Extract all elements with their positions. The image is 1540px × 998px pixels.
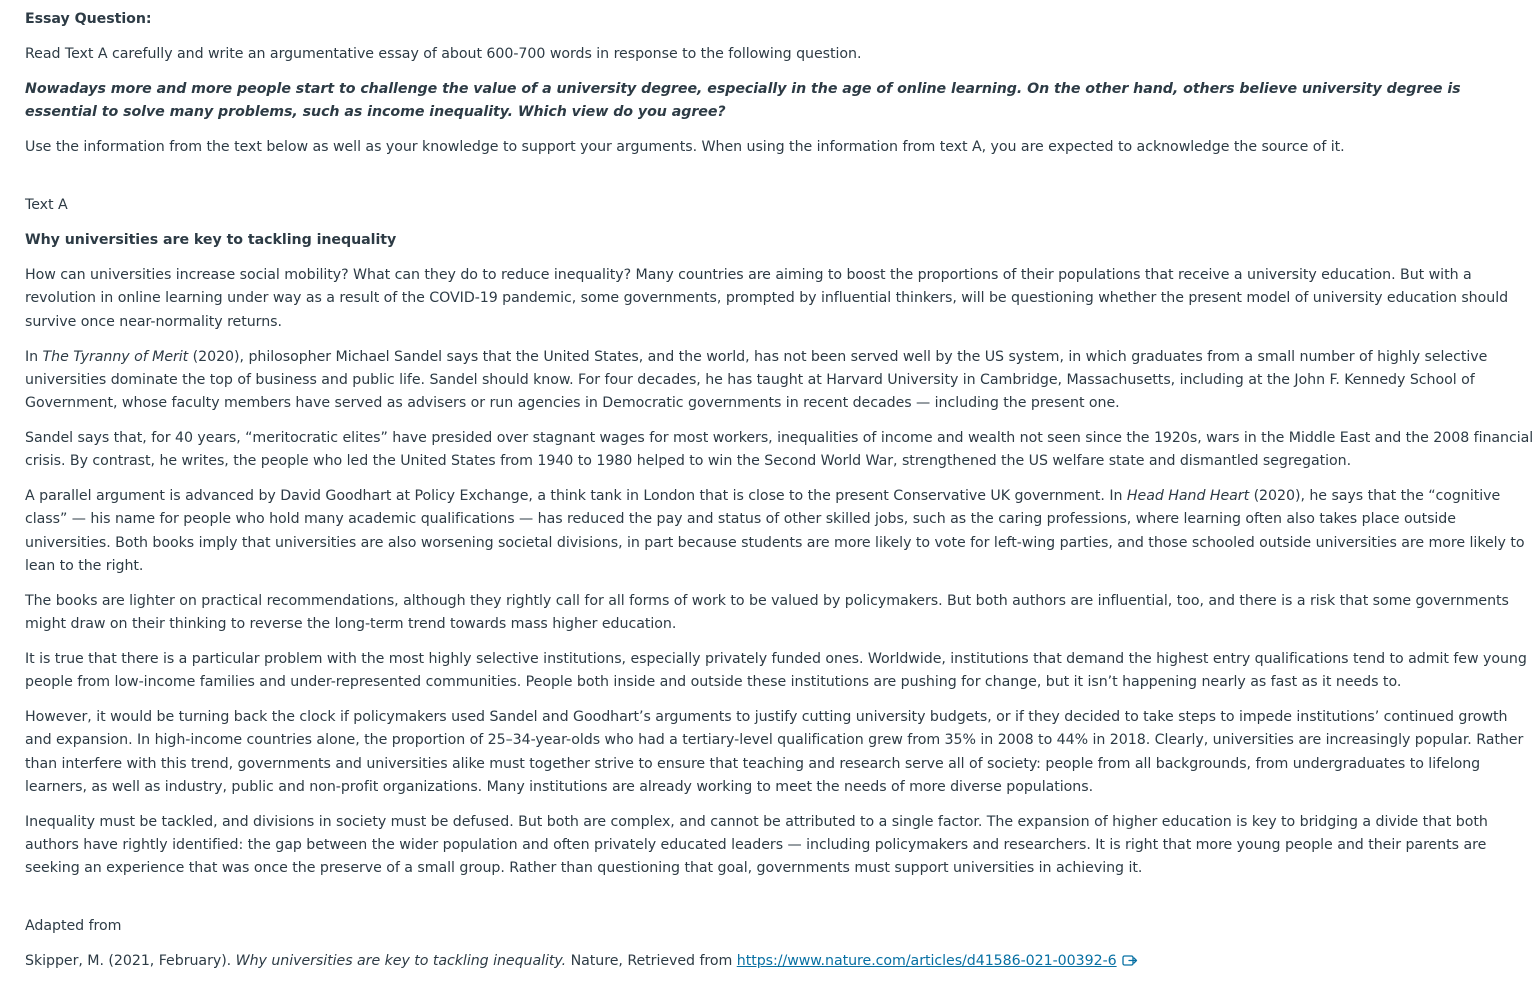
source-citation: [25, 950, 1535, 973]
essay-content: [25, 8, 1535, 985]
text-a-paragraph-8: Inequality must be tackled, and divisions in society must be defused. But both are complex, and cannot be attributed to a single factor. The expansion of higher education is key to bridging a divide that both authors have rightly identified: the gap between the wider population and often privately educated leaders — including policymakers and researchers. It is right that more young people and their parents are seeking an experience that was once the preserve of a small group. Rather than questioning that goal, governments must support universities in achieving it.: [25, 813, 1488, 877]
citation-publisher: Nature, Retrieved from: [566, 953, 737, 970]
essay-heading: Essay Question:: [25, 11, 152, 27]
text-a-paragraph-3: Sandel says that, for 40 years, “meritocratic elites” have presided over stagnant wages for most workers, inequalities of income and wealth not seen since the 1920s, wars in the Middle East and the 2008 financial crisis. By contrast, he writes, the people who led the United States from 1940 to 1980 helped to win the Second World War, strengthened the US welfare state and dismantled segregation.: [25, 430, 1534, 470]
external-link-icon[interactable]: [1122, 952, 1138, 966]
text-a-label: Text A: [25, 197, 68, 214]
citation-title: Why universities are key to tackling inequality.: [235, 953, 567, 970]
citation-author: Skipper, M. (2021, February).: [25, 953, 236, 970]
text-a-title: Why universities are key to tackling inequality: [25, 232, 397, 249]
paragraph-text: A parallel argument is advanced by David Goodhart at Policy Exchange, a think tank in London that is close to the present Conservative UK government. In: [25, 488, 1127, 505]
paragraph-text: (2020), philosopher Michael Sandel says that the United States, and the world, has not been served well by the US system, in which graduates from a small number of highly selective universities dominate the top of business and public life. Sandel should know. For four decades, he has taught at Harvard University in Cambridge, Massachusetts, including at the John F. Kennedy School of Government, whose faculty members have served as advisers or run agencies in Democratic governments in recent decades — including the present one.: [25, 348, 1488, 412]
paragraph-text: In: [25, 348, 43, 365]
text-a-paragraph-5: The books are lighter on practical recommendations, although they rightly call for all forms of work to be valued by policymakers. But both authors are influential, too, and there is a risk that some governments might draw on their thinking to reverse the long-term trend towards mass higher education.: [25, 592, 1509, 633]
text-a-paragraph-6: It is true that there is a particular problem with the most highly selective institutions, especially privately funded ones. Worldwide, institutions that demand the highest entry qualifications tend to admit few young people from low-income families and under-represented communities. People both inside and outside these institutions are pushing for change, but it isn’t happening nearly as fast as it needs to.: [25, 651, 1527, 691]
book-title: The Tyranny of Merit: [42, 348, 189, 365]
essay-instruction: Read Text A carefully and write an argumentative essay of about 600-700 words in response to the following question.: [25, 46, 862, 62]
text-a-paragraph-4: [25, 485, 1535, 578]
text-a-paragraph-7: However, it would be turning back the clock if policymakers used Sandel and Goodhart’s arguments to justify cutting university budgets, or if they decided to take steps to impede institutions’ continued growth and expansion. In high-income countries alone, the proportion of 25–34-year-olds who had a tertiary-level qualification grew from 35% in 2008 to 44% in 2018. Clearly, universities are increasingly popular. Rather than interfere with this trend, governments and universities alike must together strive to ensure that teaching and research serve all of society: people from all backgrounds, from undergraduates to lifelong learners, as well as industry, public and non-profit organizations. Many institutions are already working to meet the needs of more diverse populations.: [25, 709, 1524, 795]
book-title: Head Hand Heart: [1126, 488, 1250, 505]
paragraph-text: (2020), he says that the “cognitive class” — his name for people who hold many academic qualifications — has reduced the pay and status of other skilled jobs, such as the caring professions, where learning often also takes place outside universities. Both books imply that universities are also worsening societal divisions, in part because students are more likely to vote for left-wing parties, and those schooled outside universities are more likely to lean to the right.: [25, 488, 1525, 574]
adapted-from-label: Adapted from: [25, 918, 122, 935]
essay-guidance: Use the information from the text below as well as your knowledge to support your arguments. When using the information from text A, you are expected to acknowledge the source of it.: [25, 139, 1345, 156]
source-link[interactable]: https://www.nature.com/articles/d41586-021-00392-6: [736, 953, 1117, 970]
essay-question: Nowadays more and more people start to challenge the value of a university degree, especially in the age of online learning. On the other hand, others believe university degree is essential to solve many problems, such as income inequality. Which view do you agree?: [25, 81, 1461, 121]
text-a-paragraph-1: How can universities increase social mobility? What can they do to reduce inequality? Many countries are aiming to boost the proportions of their populations that receive a university education. But with a revolution in online learning under way as a result of the COVID-19 pandemic, some governments, prompted by influential thinkers, will be questioning whether the present model of university education should survive once near-normality returns.: [25, 267, 1509, 330]
spacer: [25, 892, 1535, 915]
text-a-paragraph-2: [25, 346, 1535, 416]
spacer: [25, 171, 1535, 194]
